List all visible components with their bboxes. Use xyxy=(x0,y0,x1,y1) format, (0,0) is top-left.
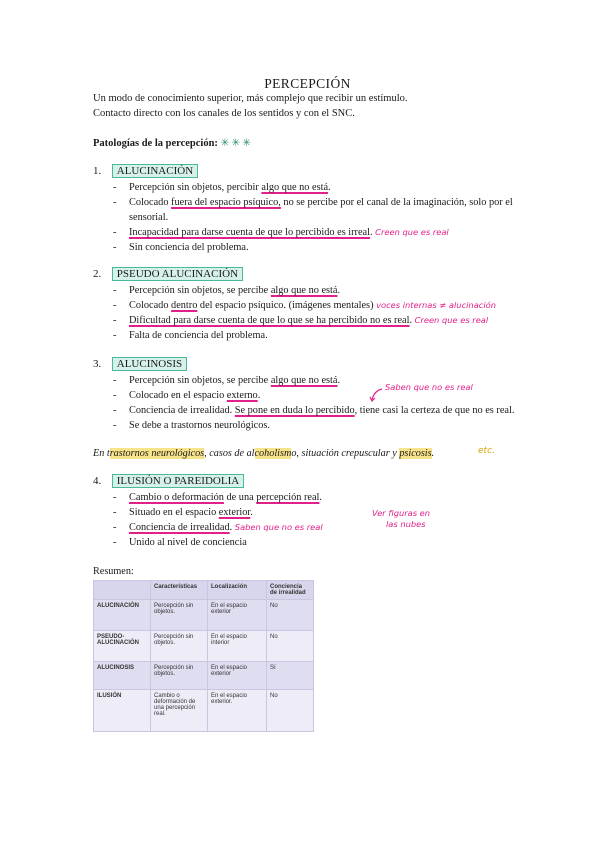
summary-label: Resumen: xyxy=(93,566,134,577)
section-number: 4. xyxy=(93,475,102,487)
table-row: ALUCINOSIS Percepción sin objetos. En el espacio exterior Sí xyxy=(94,662,314,690)
handwritten-note: Saben que no es real xyxy=(234,522,323,532)
section-2-list xyxy=(113,283,523,343)
list-item: - Conciencia de irrealidad. Saben que no es real xyxy=(113,520,523,535)
list-item: - Percepción sin objetos, se percibe algo que no está. xyxy=(113,283,523,298)
pathologies-label: Patologías de la percepción: xyxy=(93,138,218,149)
list-item: - Percepción sin objetos, percibir algo que no está. xyxy=(113,180,523,195)
handwritten-note: voces internas ≠ alucinación xyxy=(376,300,496,310)
handwritten-note: las nubes xyxy=(386,519,426,529)
handwritten-note: Creen que es real xyxy=(375,227,449,237)
list-item: - Colocado en el espacio externo. xyxy=(113,388,523,403)
list-item: - Cambio o deformación de una percepción real. xyxy=(113,490,523,505)
intro-line-1: Un modo de conocimiento superior, más complejo que recibir un estímulo. xyxy=(93,93,408,104)
section-1-list xyxy=(113,180,523,255)
section-2-heading xyxy=(93,268,243,280)
section-4-list xyxy=(113,490,523,550)
handwritten-note: Saben que no es real xyxy=(385,382,473,392)
section-tag: ILUSIÓN O PAREIDOLIA xyxy=(112,474,244,488)
section-3-heading xyxy=(93,358,187,370)
list-item: - Unido al nivel de conciencia xyxy=(113,535,523,550)
handwritten-note: Ver figuras en xyxy=(372,508,431,518)
summary-table xyxy=(93,580,314,732)
section-number: 2. xyxy=(93,268,102,280)
list-item: - Colocado fuera del espacio psíquico, no se percibe por el canal de la imaginación, solo por el sensorial. xyxy=(113,195,523,225)
section-number: 3. xyxy=(93,358,102,370)
section-number: 1. xyxy=(93,165,102,177)
column-header: Localización xyxy=(208,581,267,600)
table-row: ALUCINACIÓN Percepción sin objetos. En el espacio exterior No xyxy=(94,600,314,631)
list-item: - Percepción sin objetos, se percibe algo que no está. xyxy=(113,373,523,388)
section-tag: ALUCINACIÓN xyxy=(112,164,198,178)
table-row: ILUSIÓN Cambio o deformación de una percepción real. En el espacio exterior. No xyxy=(94,690,314,732)
section-1-heading xyxy=(93,165,198,177)
column-header xyxy=(94,581,151,600)
arrow-icon xyxy=(368,387,384,403)
column-header: Características xyxy=(151,581,208,600)
star-doodle-icon: ✳✳✳ xyxy=(220,138,253,149)
list-item: - Sin conciencia del problema. xyxy=(113,240,523,255)
column-header: Conciencia de irrealidad xyxy=(267,581,314,600)
list-item: - Incapacidad para darse cuenta de que lo percibido es irreal. Creen que es real xyxy=(113,225,523,240)
handwritten-note: etc. xyxy=(478,446,495,456)
list-item: - Conciencia de irrealidad. Se pone en duda lo percibido, tiene casi la certeza de que no es real. xyxy=(113,403,523,418)
pathologies-heading xyxy=(93,137,253,149)
list-item: - Colocado dentro del espacio psíquico. (imágenes mentales) voces internas ≠ alucinación xyxy=(113,298,523,313)
table-row: PSEUDO-ALUCINACIÓN Percepción sin objetos. En el espacio interior No xyxy=(94,631,314,662)
list-item: - Dificultad para darse cuenta de que lo que se ha percibido no es real. Creen que es real xyxy=(113,313,523,328)
page-title: PERCEPCIÓN xyxy=(264,76,351,91)
list-item: - Se debe a trastornos neurológicos. xyxy=(113,418,523,433)
causes-line: En trastornos neurológicos, casos de alcoholismo, situación crepuscular y psicosis. xyxy=(93,448,435,459)
handwritten-note: Creen que es real xyxy=(414,315,489,325)
table-header-row xyxy=(94,581,314,600)
section-tag: ALUCINOSIS xyxy=(112,357,187,371)
section-tag: PSEUDO ALUCINACIÓN xyxy=(112,267,243,281)
section-4-heading xyxy=(93,475,244,487)
intro-line-2: Contacto directo con los canales de los sentidos y con el SNC. xyxy=(93,108,355,119)
list-item: - Situado en el espacio exterior. xyxy=(113,505,523,520)
list-item: - Falta de conciencia del problema. xyxy=(113,328,523,343)
